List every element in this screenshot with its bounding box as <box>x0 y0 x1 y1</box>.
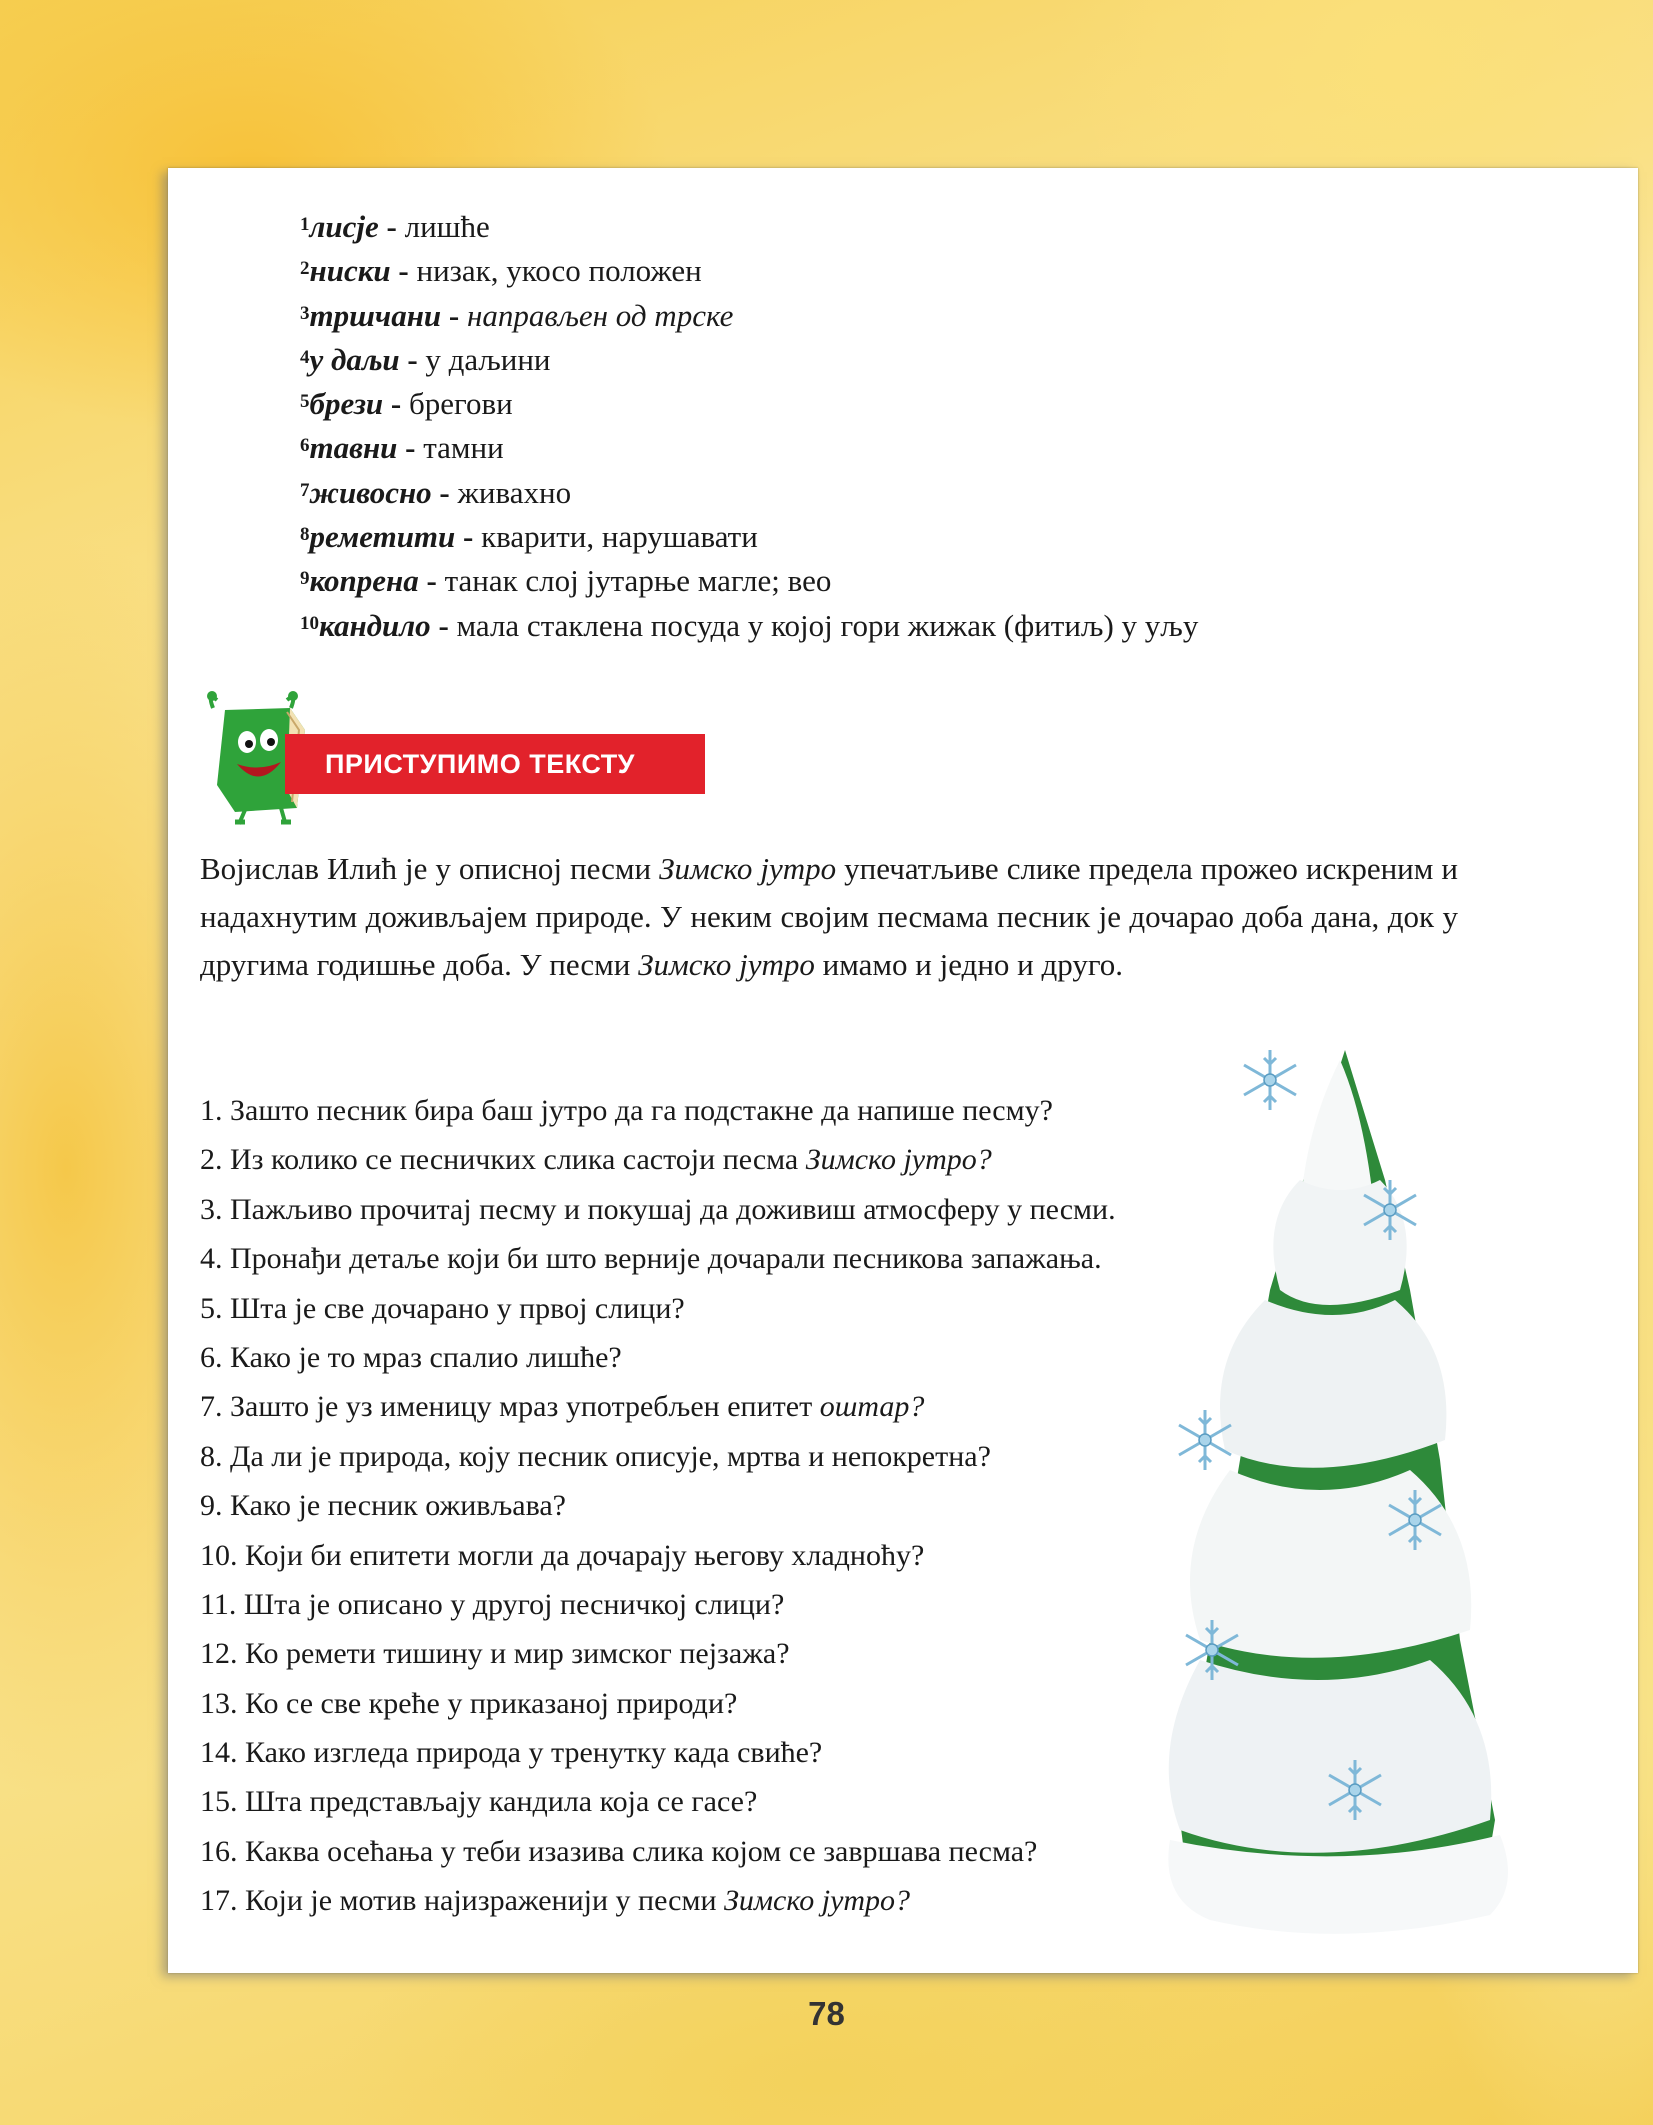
glossary-definition: кварити, нарушавати <box>481 519 758 555</box>
footnote-number: 9 <box>300 568 310 590</box>
glossary-definition: танак слој јутарње магле; вео <box>444 563 832 599</box>
glossary-term: реметити <box>309 519 456 555</box>
glossary <box>300 205 1198 648</box>
question-item: 14. Како изгледа природа у тренутку када свиће? <box>200 1736 823 1770</box>
footnote-number: 1 <box>300 214 310 235</box>
glossary-term: кандило <box>319 607 431 643</box>
question-item: 5. Шта је све дочарано у првој слици? <box>200 1291 685 1325</box>
question-item: 13. Ко се све креће у приказаној природи? <box>200 1686 738 1720</box>
glossary-item: $^2$ниски - низак, укосо положен <box>300 253 702 289</box>
question-item: 16. Каква осећања у теби изазива слика којом се завршава песма? <box>200 1834 1038 1868</box>
question-item: 3. Пажљиво прочитај песму и покушај да доживиш атмосферу у песми. <box>200 1192 1116 1226</box>
glossary-term: ниски <box>309 253 391 289</box>
glossary-definition: живахно <box>457 474 572 510</box>
glossary-item: $^8$реметити - кварити, нарушавати <box>300 519 758 555</box>
footnote-number: 8 <box>300 524 310 546</box>
question-item: 8. Да ли је природа, коју песник описује, мртва и непокретна? <box>200 1439 991 1473</box>
footnote-number: 2 <box>300 258 310 280</box>
section-banner <box>195 690 715 830</box>
snowflake-icon <box>1244 1050 1296 1110</box>
question-item: 1. Зашто песник бира баш јутро да га подстакне да напише песму? <box>200 1094 1053 1127</box>
snowy-fir-tree-icon <box>1150 1040 1520 1960</box>
question-item: 17. Који је мотив најизраженији у песми Зимско јутро? <box>200 1884 911 1918</box>
glossary-term: копрена <box>309 563 419 599</box>
glossary-term: тавни <box>309 430 398 466</box>
glossary-definition: направљен од трске <box>467 297 734 333</box>
question-item: 6. Како је то мраз спалио лишће? <box>200 1340 622 1374</box>
intro-paragraph: Војислав Илић је у описној песми Зимско јутро упечатљиве слике предела прожео искреним и надахнутим доживљајем природе. У неким својим песмама песник је дочарао доба дана, док у другима годишње доба. У песми Зимско јутро имамо и једно и друго. <box>200 851 1458 982</box>
question-item: 12. Ко ремети тишину и мир зимског пејзажа? <box>200 1637 790 1671</box>
question-item: 2. Из колико се песничких слика састоји песма Зимско јутро? <box>200 1143 992 1177</box>
glossary-item: $^9$копрена - танак слој јутарње магле; вео <box>300 563 832 599</box>
glossary-definition: мала стаклена посуда у којој гори жижак (фитиљ) у уљу <box>456 607 1199 643</box>
glossary-item: $^4$у даљи - у даљини <box>300 341 551 377</box>
question-item: 10. Који би епитети могли да дочарају његову хладноћу? <box>200 1538 925 1572</box>
question-item: 9. Како је песник оживљава? <box>200 1489 566 1523</box>
question-item: 7. Зашто је уз именицу мраз употребљен епитет оштар? <box>200 1390 925 1424</box>
footnote-number: 5 <box>300 391 310 413</box>
footnote-number: 4 <box>300 346 310 368</box>
glossary-definition: лишће <box>404 209 490 244</box>
banner-label: ПРИСТУПИМО ТЕКСТУ <box>285 734 705 794</box>
question-item: 4. Пронађи детаље који би што верније дочарали песникова запажања. <box>200 1242 1102 1276</box>
glossary-term: у даљи <box>309 341 400 377</box>
page-number: 78 <box>808 1995 845 2032</box>
footnote-number: 7 <box>300 479 310 501</box>
glossary-item: $^{10}$кандило - мала стаклена посуда у којој гори жижак (фитиљ) у уљу <box>300 607 1199 643</box>
glossary-definition: низак, укосо положен <box>416 253 702 289</box>
question-item: 11. Шта је описано у другој песничкој слици? <box>200 1587 785 1621</box>
glossary-item: $^6$тавни - тамни <box>300 430 504 466</box>
glossary-term: брези <box>309 386 384 422</box>
question-item: 15. Шта представљају кандила која се гасе? <box>200 1785 758 1819</box>
footnote-number: 3 <box>300 302 310 324</box>
glossary-term: тршчани <box>309 297 442 333</box>
glossary-term: живосно <box>309 474 432 510</box>
glossary-definition: брегови <box>408 386 513 422</box>
footnote-number: 6 <box>300 435 310 457</box>
glossary-item: $^7$живосно - живахно <box>300 474 572 510</box>
glossary-item: $^3$тршчани - направљен од трске <box>300 297 734 333</box>
glossary-definition: тамни <box>423 430 504 466</box>
glossary-item: $^5$брези - брегови <box>300 386 513 422</box>
questions-list <box>200 1086 1116 1926</box>
footnote-number: 10 <box>300 612 319 634</box>
glossary-definition: у даљини <box>425 341 551 377</box>
glossary-term: лисје <box>309 209 379 244</box>
glossary-item: $^1$лисје - лишће <box>300 209 490 244</box>
